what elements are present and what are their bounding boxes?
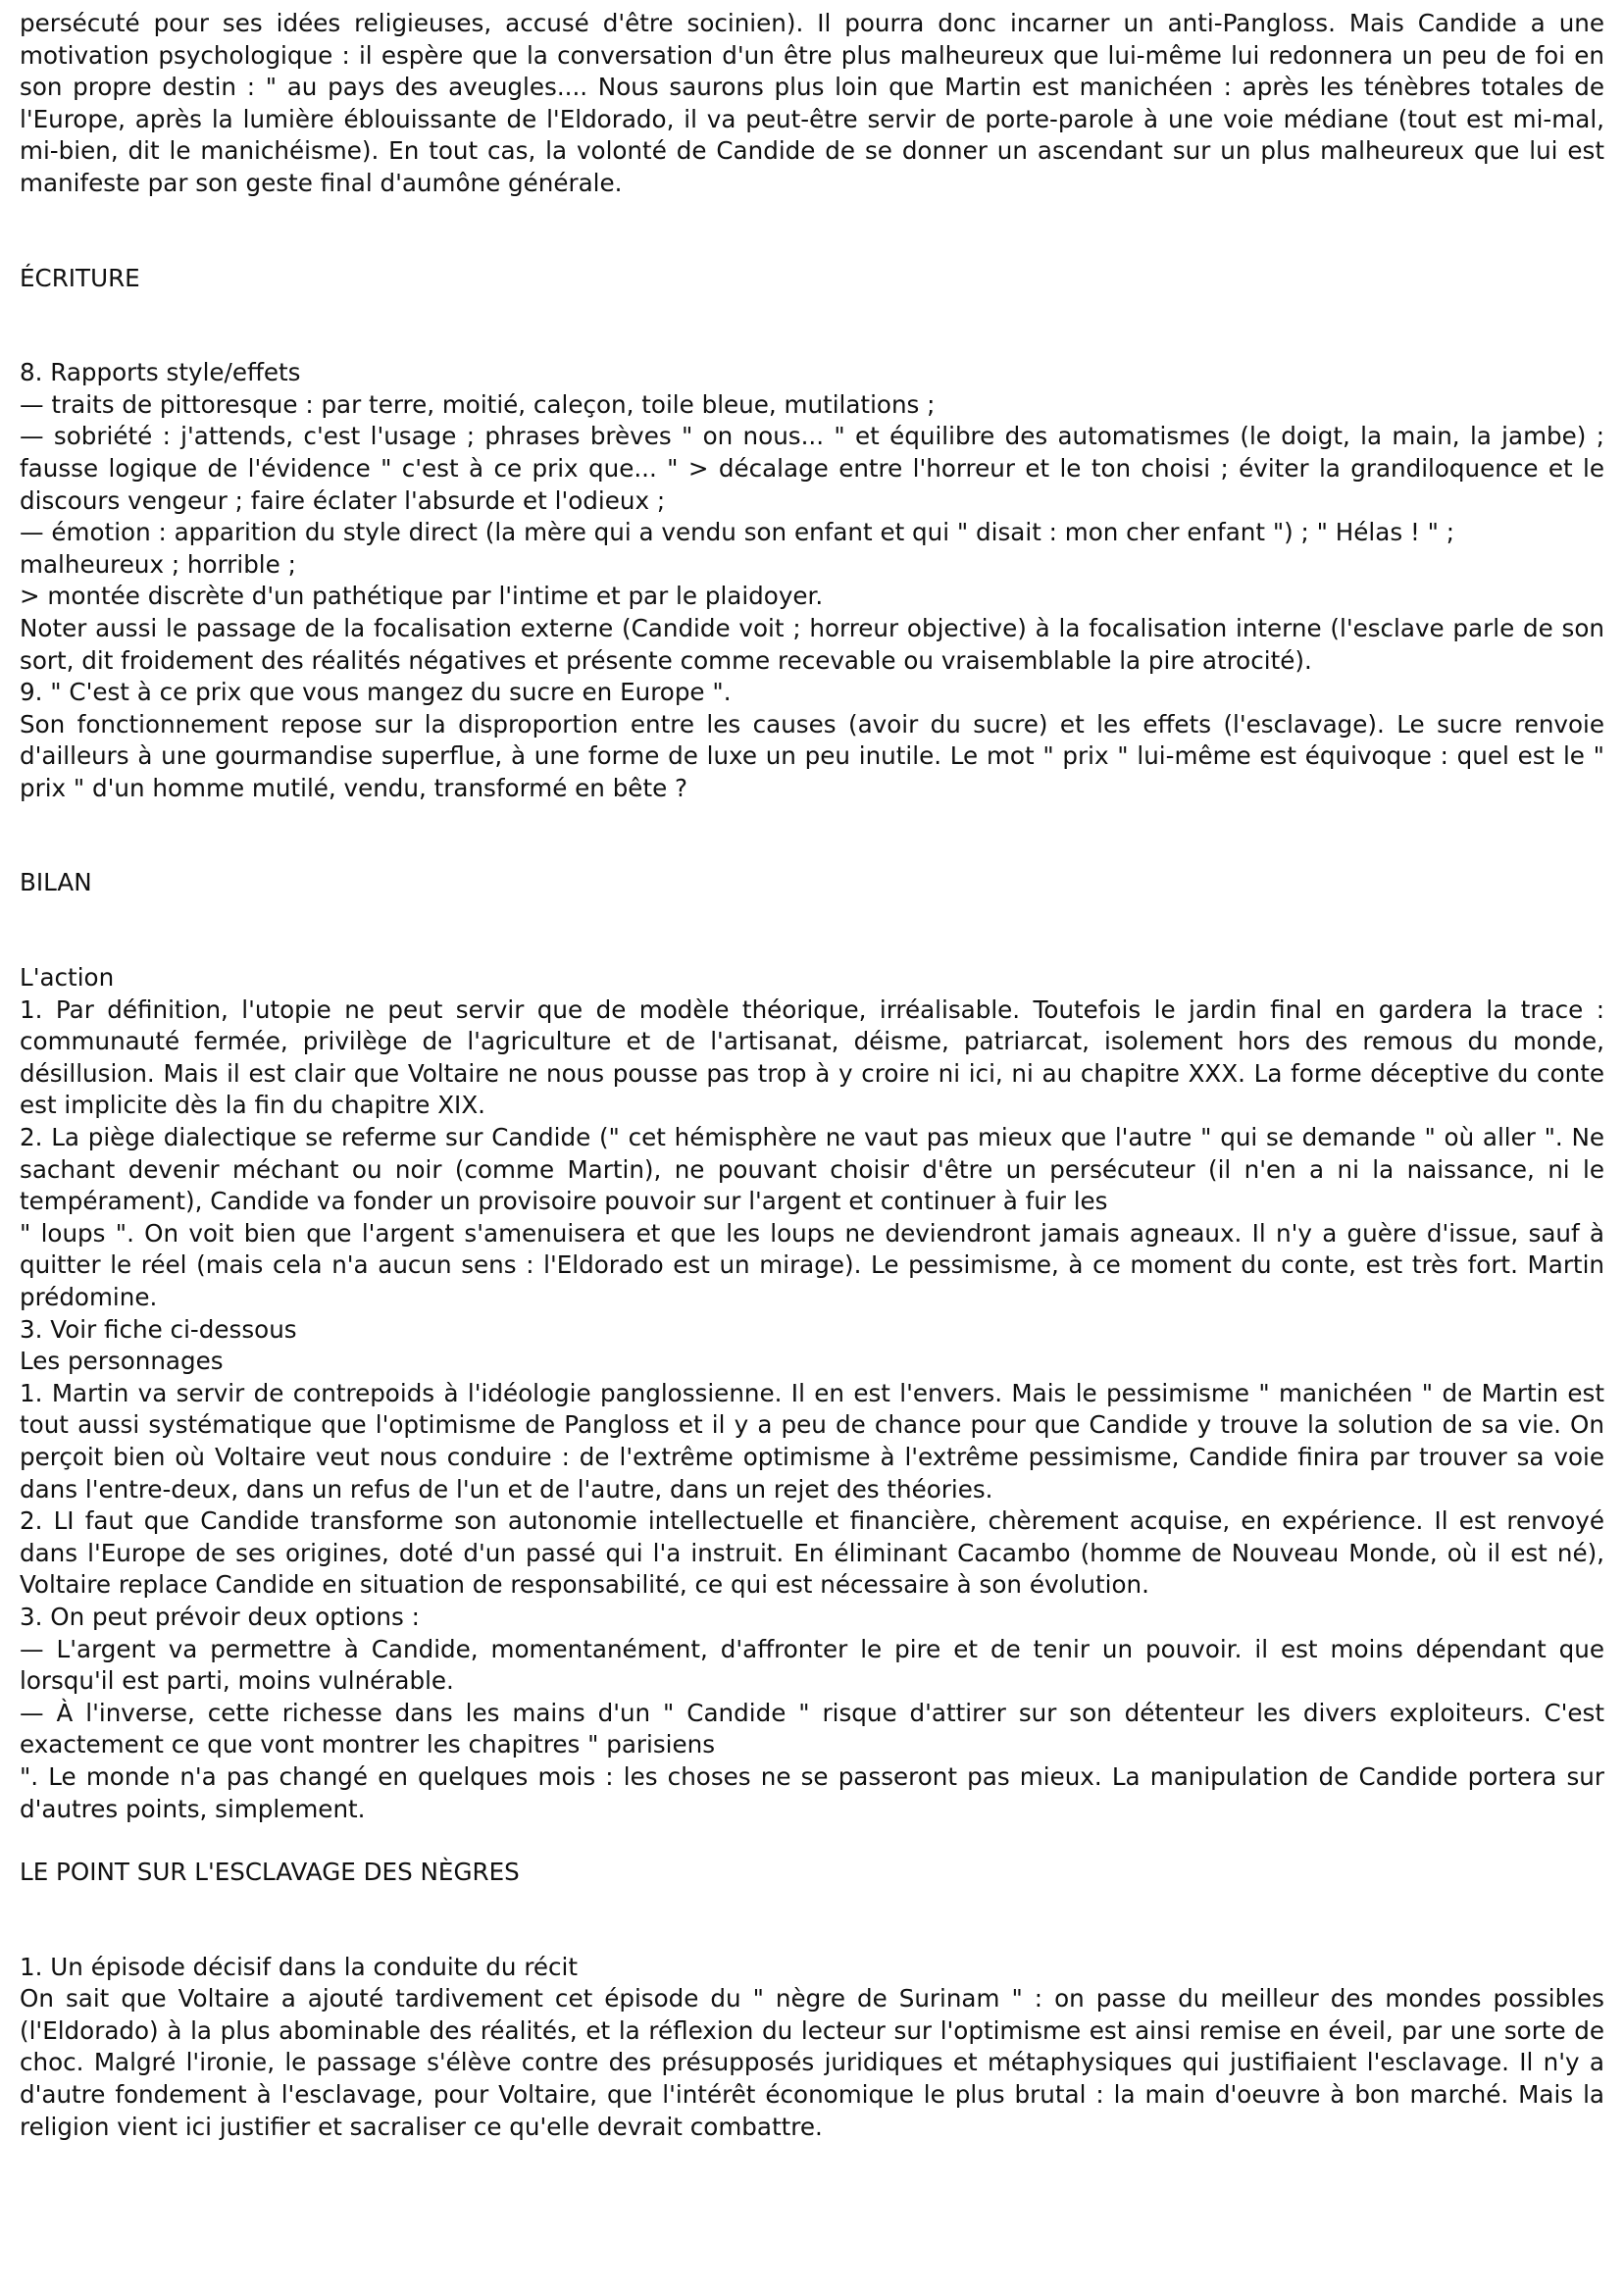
personnages-option-a: — L'argent va permettre à Candide, momentanément, d'affronter le pire et de tenir un pouvoir. il est moins dépendant que lorsqu'il est parti, moins vulnérable. [20, 1634, 1604, 1696]
section-heading-esclavage: LE POINT SUR L'ESCLAVAGE DES NÈGRES [20, 1858, 520, 1887]
question-8-title: 8. Rapports style/effets [20, 358, 301, 387]
q8-line-pathetique: > montée discrète d'un pathétique par l'intime et par le plaidoyer. [20, 582, 824, 611]
spacer [20, 294, 1604, 357]
subheading-action: L'action [20, 963, 115, 993]
section-heading-bilan: BILAN [20, 868, 92, 897]
spacer [20, 804, 1604, 867]
esclavage-point-1-title: 1. Un épisode décisif dans la conduite du récit [20, 1952, 579, 1981]
question-9-title: 9. " C'est à ce prix que vous mangez du sucre en Europe ". [20, 678, 732, 707]
spacer [20, 1825, 1604, 1857]
action-point-2a: 2. La piège dialectique se referme sur Candide (" cet hémisphère ne vaut pas mieux que l'autre " qui se demande " où aller ". Ne sachant devenir méchant ou noir (comme Martin), ne pouvant choisir d'être un persécuteur (il n'en a ni la naissance, ni le tempérament), Candide va fonder un provisoire pouvoir sur l'argent et continuer à fuir les [20, 1123, 1604, 1216]
personnages-option-b-cont: ". Le monde n'a pas changé en quelques mois : les choses ne se passeront pas mieux. La manipulation de Candide portera sur d'autres points, simplement. [20, 1761, 1604, 1823]
subheading-personnages: Les personnages [20, 1347, 224, 1376]
action-point-1: 1. Par définition, l'utopie ne peut servir que de modèle théorique, irréalisable. Toutefois le jardin final en gardera la trace : communauté fermée, privilège de l'agriculture et de l'artisanat, déisme, patriarcat, isolement hors des remous du monde, désillusion. Mais il est clair que Voltaire ne nous pousse pas trop à y croire ni ici, ni au chapitre XXX. La forme déceptive du conte est implicite dès la fin du chapitre XIX. [20, 994, 1604, 1120]
action-point-3: 3. Voir fiche ci-dessous [20, 1314, 297, 1344]
q8-line-sobriete: — sobriété : j'attends, c'est l'usage ; phrases brèves " on nous... " et équilibre des automatismes (le doigt, la main, la jambe) ; fausse logique de l'évidence " c'est à ce prix que... " > décalage entre l'horreur et le ton choisi ; éviter la grandiloquence et le discours vengeur ; faire éclater l'absurde et l'odieux ; [20, 422, 1604, 515]
spacer [20, 1889, 1604, 1952]
document-page [20, 8, 1604, 2143]
personnages-point-3: 3. On peut prévoir deux options : [20, 1602, 420, 1631]
action-point-2b: " loups ". On voit bien que l'argent s'amenuisera et que les loups ne deviendront jamais agneaux. Il n'y a guère d'issue, sauf à quitter le réel (mais cela n'a aucun sens : l'Eldorado est un mirage). Le pessimisme, à ce moment du conte, est très fort. Martin prédomine. [20, 1218, 1604, 1311]
spacer [20, 200, 1604, 263]
esclavage-point-1-body: On sait que Voltaire a ajouté tardivement cet épisode du " nègre de Surinam " : on passe du meilleur des mondes possibles (l'Eldorado) à la plus abominable des réalités, et la réflexion du lecteur sur l'optimisme est ainsi remise en éveil, par une sorte de choc. Malgré l'ironie, le passage s'élève contre des présupposés juridiques et métaphysiques qui justifiaient l'esclavage. Il n'y a d'autre fondement à l'esclavage, pour Voltaire, que l'intérêt économique le plus brutal : la main d'oeuvre à bon marché. Mais la religion vient ici justifier et sacraliser ce qu'elle devrait combattre. [20, 1984, 1604, 2141]
q8-line-focalisation: Noter aussi le passage de la focalisation externe (Candide voit ; horreur objective) à la focalisation interne (l'esclave parle de son sort, dit froidement des réalités négatives et présente comme recevable ou vraisemblable la pire atrocité). [20, 613, 1604, 675]
q8-line-emotion: — émotion : apparition du style direct (la mère qui a vendu son enfant et qui " disait : mon cher enfant ") ; " Hélas ! " ; malheureux ; horrible ; [20, 518, 1455, 579]
intro-paragraph: persécuté pour ses idées religieuses, accusé d'être socinien). Il pourra donc incarner un anti-Pangloss. Mais Candide a une motivation psychologique : il espère que la conversation d'un être plus malheureux que lui-même lui redonnera un peu de foi en son propre destin : " au pays des aveugles.... Nous saurons plus loin que Martin est manichéen : après les ténèbres totales de l'Europe, après la lumière éblouissante de l'Eldorado, il va peut-être servir de porte-parole à une voie médiane (tout est mi-mal, mi-bien, dit le manichéisme). En tout cas, la volonté de Candide de se donner un ascendant sur un plus malheureux que lui est manifeste par son geste final d'aumône générale. [20, 9, 1604, 197]
q8-line-pittoresque: — traits de pittoresque : par terre, moitié, caleçon, toile bleue, mutilations ; [20, 389, 936, 419]
personnages-option-b: — À l'inverse, cette richesse dans les mains d'un " Candide " risque d'attirer sur son détenteur les divers exploiteurs. C'est exactement ce que vont montrer les chapitres " parisiens [20, 1698, 1604, 1759]
q9-body: Son fonctionnement repose sur la disproportion entre les causes (avoir du sucre) et les effets (l'esclavage). Le sucre renvoie d'ailleurs à une gourmandise superflue, à une forme de luxe un peu inutile. Le mot " prix " lui-même est équivoque : quel est le " prix " d'un homme mutilé, vendu, transformé en bête ? [20, 709, 1604, 802]
personnages-point-2: 2. LI faut que Candide transforme son autonomie intellectuelle et financière, chèrement acquise, en expérience. Il est renvoyé dans l'Europe de ses origines, doté d'un passé qui l'a instruit. En éliminant Cacambo (homme de Nouveau Monde, où il est né), Voltaire replace Candide en situation de responsabilité, ce qui est nécessaire à son évolution. [20, 1506, 1604, 1600]
section-heading-ecriture: ÉCRITURE [20, 263, 140, 292]
spacer [20, 899, 1604, 962]
personnages-point-1: 1. Martin va servir de contrepoids à l'idéologie panglossienne. Il en est l'envers. Mais le pessimisme " manichéen " de Martin est tout aussi systématique que l'optimisme de Pangloss et il y a peu de chance pour que Candide y trouve la solution de sa vie. On perçoit bien où Voltaire veut nous conduire : de l'extrême optimisme à l'extrême pessimisme, Candide finira par trouver sa voie dans l'entre-deux, dans un refus de l'un et de l'autre, dans un rejet des théories. [20, 1378, 1604, 1504]
